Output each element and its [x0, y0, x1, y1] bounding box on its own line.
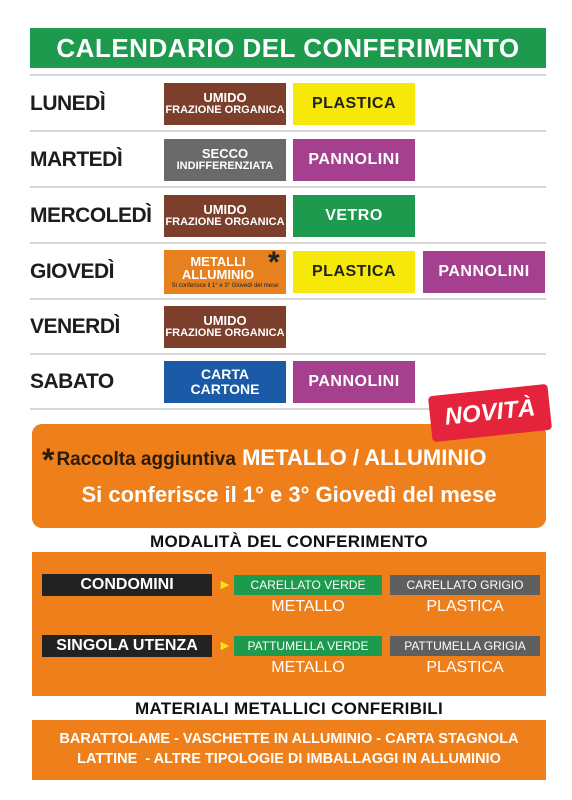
materiali-line-2: LATTINE - ALTRE TIPOLOGIE DI IMBALLAGGI IN ALLUMINIO — [77, 751, 501, 767]
chip-sublabel: FRAZIONE ORGANICA — [165, 104, 285, 117]
chip-label: PLASTICA — [312, 94, 396, 112]
bin-green-content: METALLO — [271, 659, 345, 676]
day-label-saturday: SABATO — [30, 370, 114, 393]
chip-sublabel: FRAZIONE ORGANICA — [165, 216, 285, 229]
waste-chip-umido — [164, 195, 286, 237]
info-line-1 — [42, 442, 486, 479]
asterisk-mark: * — [42, 442, 55, 478]
chip-label: UMIDO — [203, 313, 247, 329]
day-label-thursday: GIOVEDÌ — [30, 260, 115, 283]
info-highlight: METALLO / ALLUMINIO — [242, 445, 487, 470]
day-label-tuesday: MARTEDÌ — [30, 148, 123, 171]
arrow-icon: ► — [218, 637, 232, 653]
waste-chip-umido — [164, 306, 286, 348]
info-banner — [32, 424, 546, 528]
chip-label: METALLI — [190, 253, 246, 269]
bin-gray-content: PLASTICA — [426, 659, 504, 676]
bin-green-content: METALLO — [271, 598, 345, 615]
materiali-box — [32, 720, 546, 780]
info-line-2: Si conferisce il 1° e 3° Giovedì del mese — [81, 482, 497, 507]
chip-sublabel: INDIFFERENZIATA — [176, 160, 274, 173]
materiali-title: MATERIALI METALLICI CONFERIBILI — [134, 699, 444, 718]
chip-note: Si conferisce il 1° e 3° Giovedì del mese — [171, 282, 279, 289]
chip-label: SECCO — [201, 146, 249, 162]
chip-label: PLASTICA — [312, 262, 396, 280]
page-title: CALENDARIO DEL CONFERIMENTO — [30, 28, 546, 68]
waste-chip-vetro — [293, 195, 415, 237]
waste-chip-pannolini — [293, 361, 415, 403]
waste-chip-pannolini — [423, 251, 545, 293]
chip-sublabel: ALLUMINIO — [181, 267, 255, 283]
divider — [30, 130, 546, 132]
condomini-label: CONDOMINI — [42, 574, 212, 596]
singola-utenza-label: SINGOLA UTENZA — [42, 635, 212, 657]
chip-label: CARTA — [201, 366, 249, 383]
divider — [30, 242, 546, 244]
bin-green-singola: PATTUMELLA VERDE — [234, 636, 382, 656]
modalita-title: MODALITÀ DEL CONFERIMENTO — [150, 532, 428, 551]
divider — [30, 298, 546, 300]
chip-label: PANNOLINI — [308, 150, 400, 168]
bin-gray-content: PLASTICA — [426, 598, 504, 615]
novita-badge: NOVITÀ — [428, 384, 552, 442]
chip-sublabel: FRAZIONE ORGANICA — [165, 327, 285, 340]
bin-gray-singola: PATTUMELLA GRIGIA — [390, 636, 540, 656]
chip-label: UMIDO — [203, 90, 247, 106]
chip-label: PANNOLINI — [438, 262, 530, 280]
waste-chip-pannolini — [293, 139, 415, 181]
chip-label: PANNOLINI — [308, 372, 400, 390]
waste-chip-secco — [164, 139, 286, 181]
divider — [30, 74, 546, 76]
waste-chip-carta — [164, 361, 286, 403]
chip-sublabel: CARTONE — [190, 381, 260, 397]
chip-label: UMIDO — [203, 202, 247, 218]
bin-green-condomini: CARELLATO VERDE — [234, 575, 382, 595]
day-label-wednesday: MERCOLEDÌ — [30, 204, 152, 227]
waste-chip-umido — [164, 83, 286, 125]
arrow-icon: ► — [218, 576, 232, 592]
day-label-friday: VENERDÌ — [30, 315, 120, 338]
divider — [30, 353, 546, 355]
chip-label: VETRO — [325, 206, 383, 224]
materiali-line-1: BARATTOLAME - VASCHETTE IN ALLUMINIO - CARTA STAGNOLA — [59, 731, 519, 748]
divider — [30, 186, 546, 188]
bin-gray-condomini: CARELLATO GRIGIO — [390, 575, 540, 595]
asterisk-mark: * — [268, 246, 280, 279]
waste-chip-plastica — [293, 251, 415, 293]
info-prefix: Raccolta aggiuntiva — [56, 449, 236, 470]
day-label-monday: LUNEDÌ — [30, 92, 106, 115]
waste-chip-plastica — [293, 83, 415, 125]
